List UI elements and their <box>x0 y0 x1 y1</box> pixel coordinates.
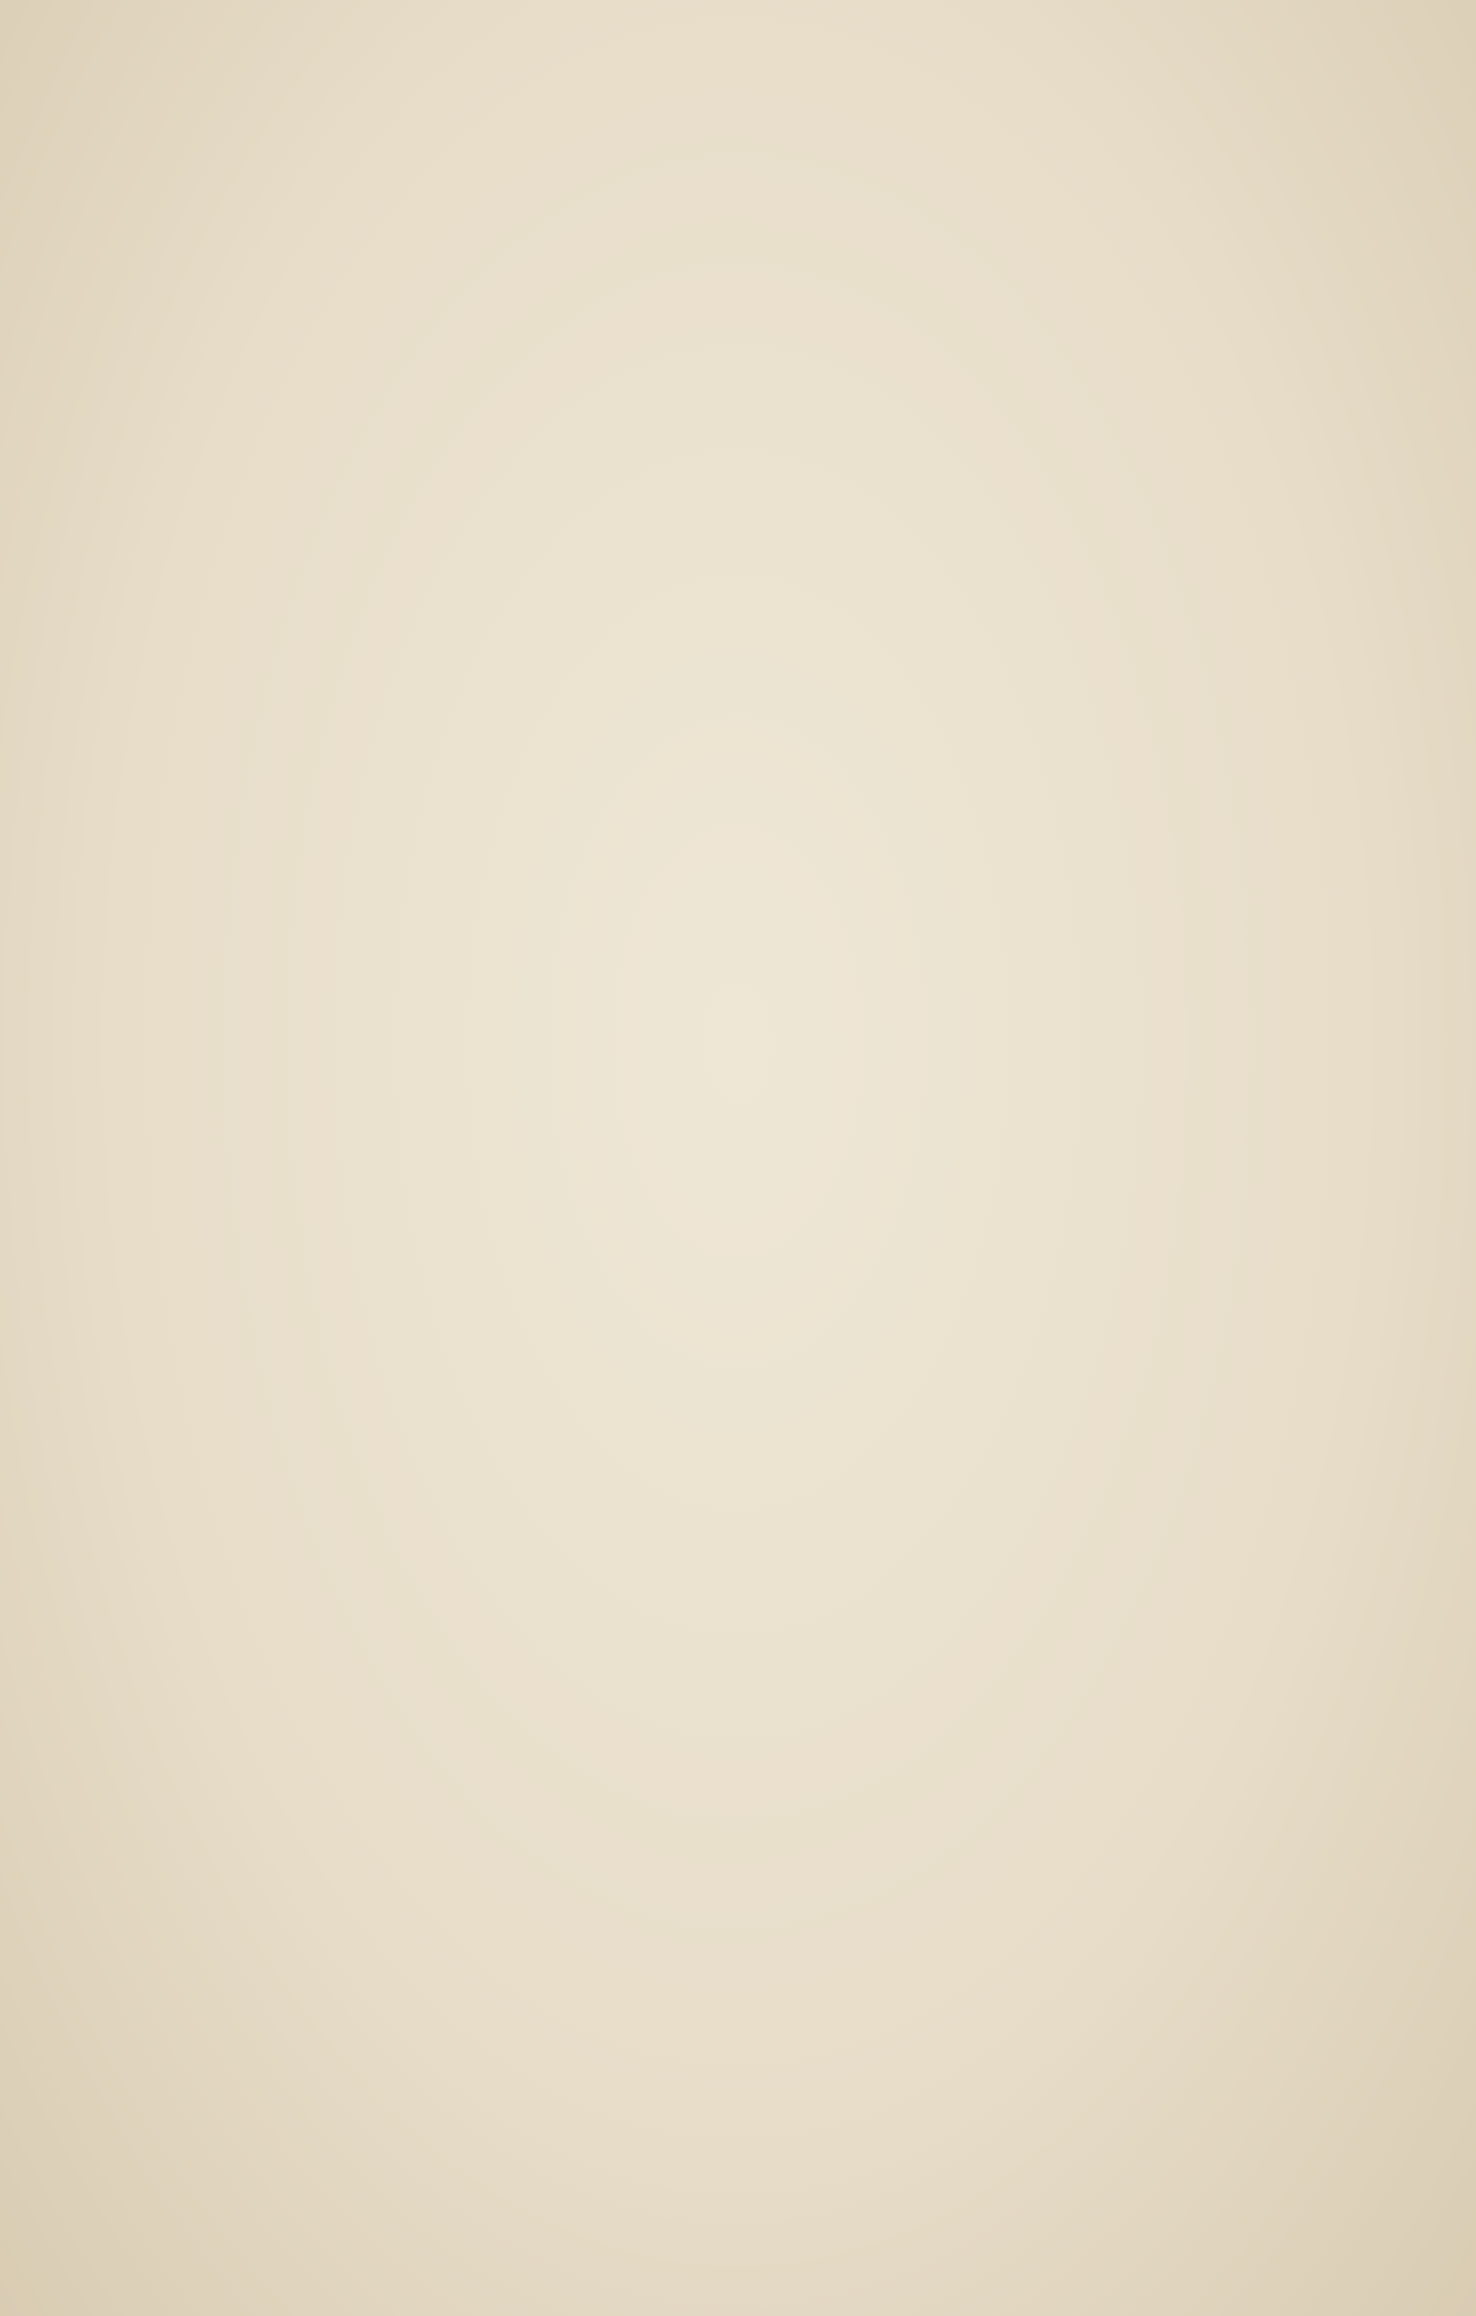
catchword <box>1374 2224 1386 2256</box>
page-header <box>60 40 1416 100</box>
